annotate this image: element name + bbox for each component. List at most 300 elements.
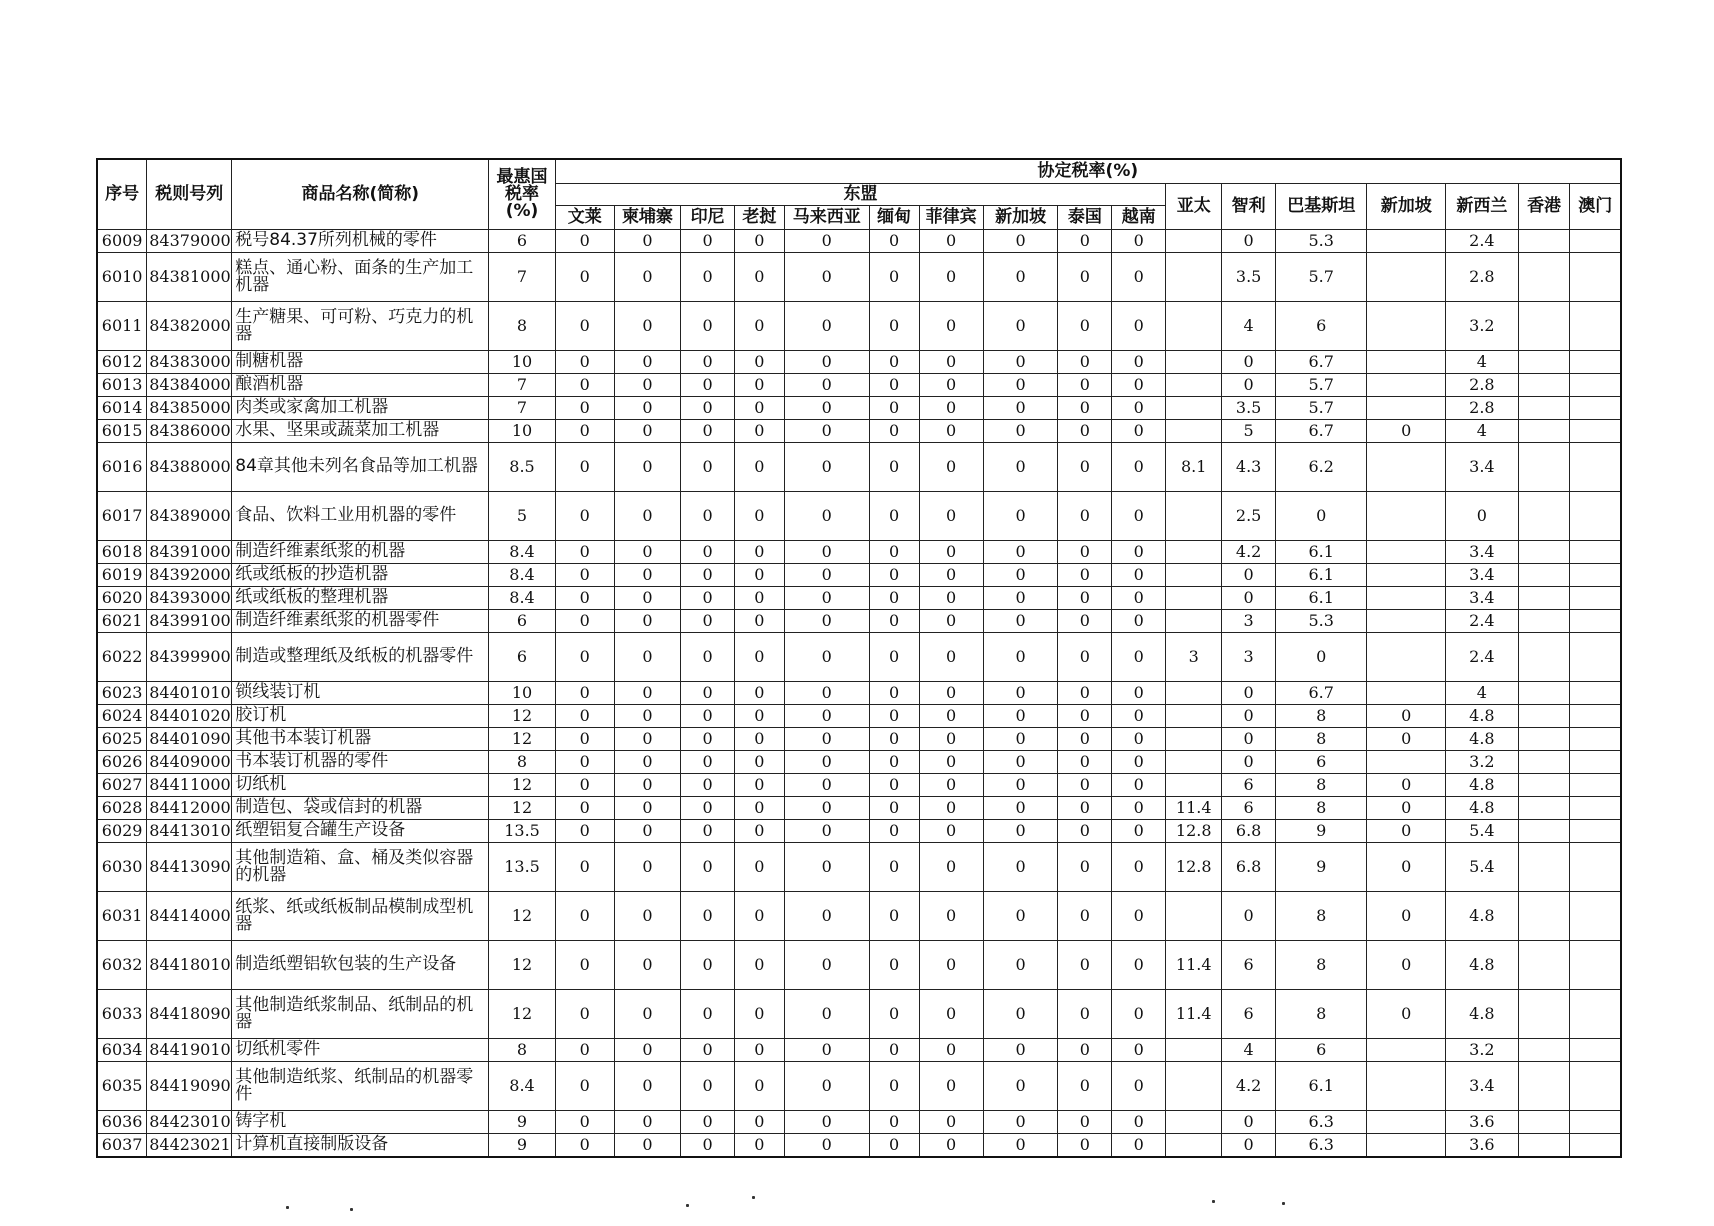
row-asean-rate: 0 — [784, 1061, 869, 1110]
row-mfn-rate: 8.4 — [489, 563, 555, 586]
row-asean-rate: 0 — [1112, 252, 1166, 301]
row-apta-rate — [1166, 773, 1222, 796]
row-chile-rate: 0 — [1222, 373, 1276, 396]
row-asean-rate: 0 — [681, 491, 735, 540]
row-asean-rate: 0 — [614, 632, 680, 681]
row-pakistan-rate: 5.3 — [1276, 229, 1367, 252]
row-asean-rate: 0 — [681, 1038, 735, 1061]
row-asean-rate: 0 — [735, 301, 785, 350]
row-tariff-code: 84384000 — [147, 373, 232, 396]
header-chile: 智利 — [1222, 183, 1276, 229]
table-row — [97, 252, 1621, 301]
row-new-zealand-rate: 3.4 — [1446, 586, 1519, 609]
header-hong-kong: 香港 — [1518, 183, 1570, 229]
row-asean-rate: 0 — [784, 1038, 869, 1061]
table-row — [97, 442, 1621, 491]
row-tariff-code: 84401090 — [147, 727, 232, 750]
row-asean-rate: 0 — [784, 1133, 869, 1157]
row-seq: 6010 — [97, 252, 147, 301]
row-pakistan-rate: 0 — [1276, 632, 1367, 681]
header-asean-country: 菲律宾 — [919, 205, 983, 229]
row-tariff-code: 84399900 — [147, 632, 232, 681]
row-new-zealand-rate: 4.8 — [1446, 773, 1519, 796]
row-product-name: 糕点、通心粉、面条的生产加工机器 — [232, 252, 489, 301]
row-hong-kong-rate — [1518, 704, 1570, 727]
row-asean-rate: 0 — [1058, 1061, 1112, 1110]
row-hong-kong-rate — [1518, 252, 1570, 301]
row-tariff-code: 84385000 — [147, 396, 232, 419]
row-singapore-rate: 0 — [1367, 891, 1446, 940]
row-asean-rate: 0 — [1058, 442, 1112, 491]
row-asean-rate: 0 — [735, 819, 785, 842]
header-asean-country: 马来西亚 — [784, 205, 869, 229]
row-asean-rate: 0 — [681, 609, 735, 632]
row-asean-rate: 0 — [1058, 989, 1112, 1038]
row-asean-rate: 0 — [1112, 373, 1166, 396]
row-asean-rate: 0 — [1112, 940, 1166, 989]
table-row — [97, 229, 1621, 252]
row-product-name: 其他制造箱、盒、桶及类似容器的机器 — [232, 842, 489, 891]
row-asean-rate: 0 — [919, 796, 983, 819]
row-asean-rate: 0 — [555, 632, 614, 681]
row-asean-rate: 0 — [1112, 1061, 1166, 1110]
row-chile-rate: 6 — [1222, 796, 1276, 819]
row-macau-rate — [1570, 681, 1621, 704]
row-chile-rate: 0 — [1222, 1133, 1276, 1157]
row-chile-rate: 6 — [1222, 773, 1276, 796]
row-mfn-rate: 6 — [489, 229, 555, 252]
row-asean-rate: 0 — [983, 891, 1058, 940]
table-row — [97, 350, 1621, 373]
row-chile-rate: 2.5 — [1222, 491, 1276, 540]
header-asean-country: 文莱 — [555, 205, 614, 229]
row-macau-rate — [1570, 396, 1621, 419]
row-mfn-rate: 7 — [489, 252, 555, 301]
row-asean-rate: 0 — [784, 819, 869, 842]
row-mfn-rate: 12 — [489, 773, 555, 796]
row-asean-rate: 0 — [614, 819, 680, 842]
row-asean-rate: 0 — [983, 563, 1058, 586]
row-asean-rate: 0 — [735, 373, 785, 396]
row-asean-rate: 0 — [614, 773, 680, 796]
row-hong-kong-rate — [1518, 750, 1570, 773]
row-asean-rate: 0 — [735, 773, 785, 796]
row-singapore-rate: 0 — [1367, 940, 1446, 989]
row-asean-rate: 0 — [983, 373, 1058, 396]
row-asean-rate: 0 — [735, 442, 785, 491]
header-apta: 亚太 — [1166, 183, 1222, 229]
row-asean-rate: 0 — [919, 350, 983, 373]
row-asean-rate: 0 — [983, 609, 1058, 632]
row-hong-kong-rate — [1518, 540, 1570, 563]
row-seq: 6009 — [97, 229, 147, 252]
row-asean-rate: 0 — [1058, 373, 1112, 396]
row-asean-rate: 0 — [919, 819, 983, 842]
row-singapore-rate: 0 — [1367, 727, 1446, 750]
row-asean-rate: 0 — [1112, 842, 1166, 891]
row-apta-rate: 12.8 — [1166, 842, 1222, 891]
row-pakistan-rate: 6 — [1276, 1038, 1367, 1061]
row-asean-rate: 0 — [555, 540, 614, 563]
row-asean-rate: 0 — [919, 727, 983, 750]
row-macau-rate — [1570, 586, 1621, 609]
row-pakistan-rate: 6.1 — [1276, 1061, 1367, 1110]
row-asean-rate: 0 — [784, 540, 869, 563]
row-singapore-rate — [1367, 632, 1446, 681]
tariff-table — [96, 158, 1622, 1158]
row-new-zealand-rate: 3.2 — [1446, 750, 1519, 773]
row-seq: 6018 — [97, 540, 147, 563]
row-hong-kong-rate — [1518, 842, 1570, 891]
row-mfn-rate: 10 — [489, 350, 555, 373]
row-asean-rate: 0 — [983, 301, 1058, 350]
row-tariff-code: 84409000 — [147, 750, 232, 773]
row-asean-rate: 0 — [869, 796, 919, 819]
row-singapore-rate: 0 — [1367, 419, 1446, 442]
row-asean-rate: 0 — [1112, 989, 1166, 1038]
row-asean-rate: 0 — [555, 819, 614, 842]
row-new-zealand-rate: 3.4 — [1446, 1061, 1519, 1110]
row-seq: 6022 — [97, 632, 147, 681]
row-hong-kong-rate — [1518, 350, 1570, 373]
row-asean-rate: 0 — [784, 632, 869, 681]
row-product-name: 切纸机零件 — [232, 1038, 489, 1061]
row-asean-rate: 0 — [614, 373, 680, 396]
table-row — [97, 609, 1621, 632]
row-new-zealand-rate: 2.4 — [1446, 229, 1519, 252]
row-tariff-code: 84399100 — [147, 609, 232, 632]
row-asean-rate: 0 — [555, 586, 614, 609]
row-macau-rate — [1570, 1061, 1621, 1110]
row-product-name: 制糖机器 — [232, 350, 489, 373]
row-pakistan-rate: 5.3 — [1276, 609, 1367, 632]
table-row — [97, 773, 1621, 796]
row-seq: 6033 — [97, 989, 147, 1038]
row-asean-rate: 0 — [784, 940, 869, 989]
row-asean-rate: 0 — [681, 419, 735, 442]
row-asean-rate: 0 — [869, 301, 919, 350]
row-singapore-rate — [1367, 252, 1446, 301]
row-asean-rate: 0 — [983, 491, 1058, 540]
row-asean-rate: 0 — [784, 842, 869, 891]
row-apta-rate — [1166, 1038, 1222, 1061]
row-pakistan-rate: 9 — [1276, 819, 1367, 842]
row-chile-rate: 0 — [1222, 727, 1276, 750]
row-seq: 6032 — [97, 940, 147, 989]
row-chile-rate: 3.5 — [1222, 252, 1276, 301]
row-apta-rate — [1166, 419, 1222, 442]
row-asean-rate: 0 — [555, 842, 614, 891]
row-product-name: 纸或纸板的抄造机器 — [232, 563, 489, 586]
header-macau: 澳门 — [1570, 183, 1621, 229]
row-asean-rate: 0 — [681, 704, 735, 727]
row-product-name: 切纸机 — [232, 773, 489, 796]
row-hong-kong-rate — [1518, 229, 1570, 252]
row-asean-rate: 0 — [681, 842, 735, 891]
row-singapore-rate — [1367, 681, 1446, 704]
row-asean-rate: 0 — [919, 773, 983, 796]
row-hong-kong-rate — [1518, 396, 1570, 419]
table-header — [97, 159, 1621, 229]
row-asean-rate: 0 — [1112, 796, 1166, 819]
row-singapore-rate — [1367, 229, 1446, 252]
header-asean-country: 越南 — [1112, 205, 1166, 229]
row-macau-rate — [1570, 940, 1621, 989]
row-asean-rate: 0 — [869, 750, 919, 773]
row-asean-rate: 0 — [555, 750, 614, 773]
row-apta-rate — [1166, 563, 1222, 586]
row-macau-rate — [1570, 563, 1621, 586]
table-row — [97, 1061, 1621, 1110]
row-asean-rate: 0 — [614, 396, 680, 419]
row-asean-rate: 0 — [869, 586, 919, 609]
row-apta-rate: 8.1 — [1166, 442, 1222, 491]
row-asean-rate: 0 — [983, 681, 1058, 704]
row-seq: 6025 — [97, 727, 147, 750]
row-asean-rate: 0 — [983, 773, 1058, 796]
row-asean-rate: 0 — [919, 891, 983, 940]
row-asean-rate: 0 — [784, 419, 869, 442]
row-asean-rate: 0 — [614, 419, 680, 442]
row-apta-rate — [1166, 750, 1222, 773]
row-asean-rate: 0 — [869, 632, 919, 681]
row-tariff-code: 84383000 — [147, 350, 232, 373]
row-asean-rate: 0 — [869, 1038, 919, 1061]
row-asean-rate: 0 — [1112, 773, 1166, 796]
row-asean-rate: 0 — [1058, 842, 1112, 891]
row-singapore-rate — [1367, 1110, 1446, 1133]
row-asean-rate: 0 — [735, 586, 785, 609]
row-asean-rate: 0 — [869, 704, 919, 727]
header-pakistan: 巴基斯坦 — [1276, 183, 1367, 229]
row-asean-rate: 0 — [555, 796, 614, 819]
row-product-name: 铸字机 — [232, 1110, 489, 1133]
row-tariff-code: 84401010 — [147, 681, 232, 704]
row-tariff-code: 84389000 — [147, 491, 232, 540]
table-row — [97, 796, 1621, 819]
row-asean-rate: 0 — [919, 229, 983, 252]
row-asean-rate: 0 — [555, 891, 614, 940]
row-hong-kong-rate — [1518, 491, 1570, 540]
row-macau-rate — [1570, 419, 1621, 442]
row-tariff-code: 84413010 — [147, 819, 232, 842]
row-asean-rate: 0 — [869, 252, 919, 301]
row-asean-rate: 0 — [555, 773, 614, 796]
row-chile-rate: 3 — [1222, 632, 1276, 681]
row-pakistan-rate: 5.7 — [1276, 373, 1367, 396]
row-mfn-rate: 9 — [489, 1133, 555, 1157]
row-pakistan-rate: 6.7 — [1276, 350, 1367, 373]
row-mfn-rate: 8.4 — [489, 586, 555, 609]
row-asean-rate: 0 — [919, 1061, 983, 1110]
row-apta-rate — [1166, 1061, 1222, 1110]
row-asean-rate: 0 — [1112, 727, 1166, 750]
row-new-zealand-rate: 0 — [1446, 491, 1519, 540]
row-asean-rate: 0 — [681, 229, 735, 252]
row-seq: 6035 — [97, 1061, 147, 1110]
row-new-zealand-rate: 3.2 — [1446, 1038, 1519, 1061]
row-asean-rate: 0 — [614, 1133, 680, 1157]
row-apta-rate — [1166, 373, 1222, 396]
row-singapore-rate — [1367, 750, 1446, 773]
row-asean-rate: 0 — [681, 252, 735, 301]
row-asean-rate: 0 — [919, 632, 983, 681]
row-asean-rate: 0 — [869, 1061, 919, 1110]
row-chile-rate: 4.3 — [1222, 442, 1276, 491]
row-asean-rate: 0 — [919, 609, 983, 632]
row-apta-rate — [1166, 704, 1222, 727]
row-mfn-rate: 13.5 — [489, 819, 555, 842]
row-macau-rate — [1570, 350, 1621, 373]
row-apta-rate — [1166, 396, 1222, 419]
row-pakistan-rate: 8 — [1276, 989, 1367, 1038]
row-mfn-rate: 6 — [489, 632, 555, 681]
row-asean-rate: 0 — [1058, 796, 1112, 819]
row-asean-rate: 0 — [919, 373, 983, 396]
row-new-zealand-rate: 4.8 — [1446, 704, 1519, 727]
row-chile-rate: 0 — [1222, 750, 1276, 773]
row-macau-rate — [1570, 819, 1621, 842]
row-asean-rate: 0 — [735, 842, 785, 891]
row-asean-rate: 0 — [735, 229, 785, 252]
row-macau-rate — [1570, 1038, 1621, 1061]
row-asean-rate: 0 — [869, 350, 919, 373]
row-singapore-rate — [1367, 1133, 1446, 1157]
row-singapore-rate — [1367, 563, 1446, 586]
row-asean-rate: 0 — [555, 1038, 614, 1061]
row-tariff-code: 84411000 — [147, 773, 232, 796]
row-asean-rate: 0 — [1058, 396, 1112, 419]
row-tariff-code: 84423010 — [147, 1110, 232, 1133]
row-macau-rate — [1570, 773, 1621, 796]
row-asean-rate: 0 — [869, 940, 919, 989]
row-macau-rate — [1570, 491, 1621, 540]
row-pakistan-rate: 8 — [1276, 773, 1367, 796]
row-mfn-rate: 7 — [489, 373, 555, 396]
row-asean-rate: 0 — [681, 681, 735, 704]
row-asean-rate: 0 — [983, 1133, 1058, 1157]
row-product-name: 税号84.37所列机械的零件 — [232, 229, 489, 252]
row-seq: 6024 — [97, 704, 147, 727]
row-seq: 6034 — [97, 1038, 147, 1061]
row-apta-rate — [1166, 681, 1222, 704]
row-pakistan-rate: 8 — [1276, 796, 1367, 819]
row-asean-rate: 0 — [681, 540, 735, 563]
row-asean-rate: 0 — [681, 1133, 735, 1157]
row-asean-rate: 0 — [555, 252, 614, 301]
row-asean-rate: 0 — [614, 1061, 680, 1110]
row-mfn-rate: 8 — [489, 301, 555, 350]
row-pakistan-rate: 6.2 — [1276, 442, 1367, 491]
row-product-name: 生产糖果、可可粉、巧克力的机器 — [232, 301, 489, 350]
row-mfn-rate: 10 — [489, 419, 555, 442]
row-chile-rate: 3 — [1222, 609, 1276, 632]
row-pakistan-rate: 8 — [1276, 940, 1367, 989]
row-apta-rate — [1166, 586, 1222, 609]
row-asean-rate: 0 — [1112, 609, 1166, 632]
row-pakistan-rate: 9 — [1276, 842, 1367, 891]
row-mfn-rate: 12 — [489, 940, 555, 989]
row-asean-rate: 0 — [784, 350, 869, 373]
row-asean-rate: 0 — [555, 563, 614, 586]
row-new-zealand-rate: 4.8 — [1446, 727, 1519, 750]
row-asean-rate: 0 — [1058, 609, 1112, 632]
row-singapore-rate — [1367, 540, 1446, 563]
row-asean-rate: 0 — [1058, 1133, 1112, 1157]
row-hong-kong-rate — [1518, 563, 1570, 586]
row-asean-rate: 0 — [784, 989, 869, 1038]
row-asean-rate: 0 — [1058, 586, 1112, 609]
row-hong-kong-rate — [1518, 891, 1570, 940]
row-asean-rate: 0 — [983, 350, 1058, 373]
row-asean-rate: 0 — [614, 989, 680, 1038]
row-macau-rate — [1570, 632, 1621, 681]
row-asean-rate: 0 — [869, 681, 919, 704]
row-asean-rate: 0 — [919, 989, 983, 1038]
row-macau-rate — [1570, 750, 1621, 773]
table-row — [97, 540, 1621, 563]
row-asean-rate: 0 — [614, 681, 680, 704]
row-asean-rate: 0 — [869, 373, 919, 396]
row-asean-rate: 0 — [614, 940, 680, 989]
header-asean-country: 老挝 — [735, 205, 785, 229]
row-asean-rate: 0 — [614, 563, 680, 586]
row-asean-rate: 0 — [735, 681, 785, 704]
row-asean-rate: 0 — [555, 1110, 614, 1133]
row-asean-rate: 0 — [735, 632, 785, 681]
row-chile-rate: 0 — [1222, 563, 1276, 586]
row-asean-rate: 0 — [555, 940, 614, 989]
row-macau-rate — [1570, 842, 1621, 891]
row-asean-rate: 0 — [983, 704, 1058, 727]
row-asean-rate: 0 — [869, 819, 919, 842]
row-apta-rate — [1166, 609, 1222, 632]
row-asean-rate: 0 — [983, 796, 1058, 819]
row-apta-rate — [1166, 229, 1222, 252]
row-asean-rate: 0 — [784, 586, 869, 609]
row-asean-rate: 0 — [614, 796, 680, 819]
row-asean-rate: 0 — [1112, 540, 1166, 563]
row-mfn-rate: 13.5 — [489, 842, 555, 891]
row-asean-rate: 0 — [555, 704, 614, 727]
row-asean-rate: 0 — [1112, 632, 1166, 681]
row-asean-rate: 0 — [983, 252, 1058, 301]
row-asean-rate: 0 — [869, 891, 919, 940]
row-asean-rate: 0 — [681, 989, 735, 1038]
row-singapore-rate: 0 — [1367, 989, 1446, 1038]
row-hong-kong-rate — [1518, 796, 1570, 819]
row-asean-rate: 0 — [735, 891, 785, 940]
row-pakistan-rate: 6.3 — [1276, 1133, 1367, 1157]
row-mfn-rate: 12 — [489, 727, 555, 750]
header-asean-country: 印尼 — [681, 205, 735, 229]
row-asean-rate: 0 — [1058, 1038, 1112, 1061]
row-asean-rate: 0 — [1058, 1110, 1112, 1133]
row-asean-rate: 0 — [983, 1038, 1058, 1061]
row-chile-rate: 0 — [1222, 1110, 1276, 1133]
row-asean-rate: 0 — [1112, 229, 1166, 252]
table-row — [97, 563, 1621, 586]
row-apta-rate — [1166, 301, 1222, 350]
header-mfn: 最惠国税率(%) — [489, 159, 555, 229]
row-singapore-rate: 0 — [1367, 796, 1446, 819]
header-new-zealand: 新西兰 — [1446, 183, 1519, 229]
row-asean-rate: 0 — [555, 609, 614, 632]
header-seq: 序号 — [97, 159, 147, 229]
row-asean-rate: 0 — [919, 1133, 983, 1157]
row-singapore-rate — [1367, 1038, 1446, 1061]
row-asean-rate: 0 — [919, 563, 983, 586]
